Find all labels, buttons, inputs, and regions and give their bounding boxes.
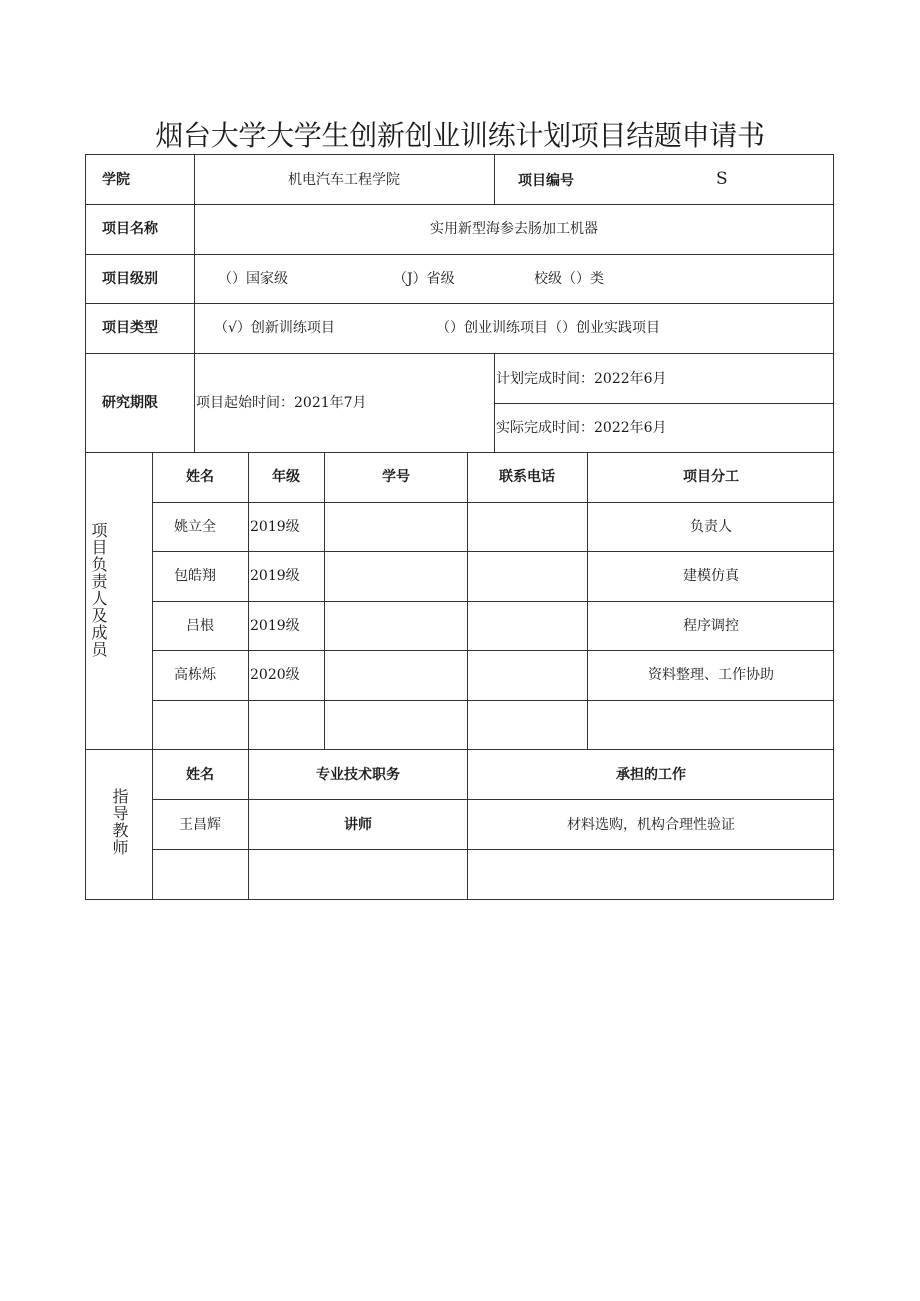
member-role: 负责人 bbox=[690, 519, 732, 535]
project-number-label: 项目编号 bbox=[518, 173, 574, 189]
column-divider bbox=[324, 452, 325, 749]
advisors-section-label: 指导教师 bbox=[110, 788, 129, 856]
row-divider bbox=[152, 700, 834, 701]
level-provincial-option: （J）省级 bbox=[393, 271, 455, 287]
college-value: 机电汽车工程学院 bbox=[288, 172, 400, 188]
advisor-title: 讲师 bbox=[344, 817, 372, 833]
row-divider bbox=[152, 551, 834, 552]
level-national-option: （）国家级 bbox=[218, 271, 288, 287]
row-divider bbox=[152, 650, 834, 651]
college-label: 学院 bbox=[102, 172, 130, 188]
project-level-label: 项目级别 bbox=[102, 271, 158, 287]
project-name-label: 项目名称 bbox=[102, 221, 158, 237]
row-divider bbox=[85, 254, 834, 255]
column-divider bbox=[587, 452, 588, 749]
members-section-label: 项目负责人及成员 bbox=[89, 522, 108, 658]
project-number-value: S bbox=[716, 169, 728, 189]
column-divider bbox=[494, 154, 495, 204]
row-divider bbox=[85, 749, 834, 750]
advisor-work: 材料选购，机构合理性验证 bbox=[567, 817, 735, 833]
column-divider bbox=[467, 452, 468, 900]
document-title: 烟台大学大学生创新创业训练计划项目结题申请书 bbox=[155, 119, 765, 152]
members-header-student-id: 学号 bbox=[382, 469, 410, 485]
member-name: 高栋烁 bbox=[174, 667, 216, 683]
row-divider bbox=[85, 353, 834, 354]
row-divider bbox=[85, 303, 834, 304]
planned-end-time: 计划完成时间：2022年6月 bbox=[496, 371, 667, 387]
members-header-grade: 年级 bbox=[272, 469, 300, 485]
row-divider bbox=[494, 403, 834, 404]
member-grade: 2020级 bbox=[250, 667, 300, 683]
member-name: 吕根 bbox=[186, 618, 214, 634]
start-time: 项目起始时间：2021年7月 bbox=[196, 395, 367, 411]
row-divider bbox=[152, 849, 834, 850]
actual-end-time: 实际完成时间：2022年6月 bbox=[496, 420, 667, 436]
row-divider bbox=[85, 452, 834, 453]
research-period-label: 研究期限 bbox=[102, 395, 158, 411]
members-header-role: 项目分工 bbox=[683, 469, 739, 485]
row-divider bbox=[85, 204, 834, 205]
row-divider bbox=[152, 799, 834, 800]
member-role: 程序调控 bbox=[683, 618, 739, 634]
column-divider bbox=[152, 452, 153, 900]
member-role: 建模仿真 bbox=[683, 568, 739, 584]
advisors-header-title: 专业技术职务 bbox=[316, 767, 400, 783]
member-grade: 2019级 bbox=[250, 568, 300, 584]
member-name: 包皓翔 bbox=[174, 568, 216, 584]
member-grade: 2019级 bbox=[250, 519, 300, 535]
project-type-label: 项目类型 bbox=[102, 320, 158, 336]
advisors-header-work: 承担的工作 bbox=[616, 767, 686, 783]
advisors-header-name: 姓名 bbox=[186, 767, 214, 783]
level-school-option: 校级（）类 bbox=[534, 271, 604, 287]
member-grade: 2019级 bbox=[250, 618, 300, 634]
project-name-value: 实用新型海参去肠加工机器 bbox=[430, 221, 598, 237]
member-name: 姚立全 bbox=[174, 519, 216, 535]
member-role: 资料整理、工作协助 bbox=[648, 667, 774, 683]
row-divider bbox=[152, 502, 834, 503]
row-divider bbox=[152, 601, 834, 602]
members-header-phone: 联系电话 bbox=[499, 469, 555, 485]
members-header-name: 姓名 bbox=[186, 469, 214, 485]
column-divider bbox=[494, 353, 495, 452]
column-divider bbox=[248, 452, 249, 900]
advisor-name: 王昌辉 bbox=[179, 817, 221, 833]
column-divider bbox=[194, 154, 195, 452]
type-entrepreneurship-options: （）创业训练项目（）创业实践项目 bbox=[436, 320, 660, 336]
type-innovation-option: （√）创新训练项目 bbox=[214, 320, 335, 336]
